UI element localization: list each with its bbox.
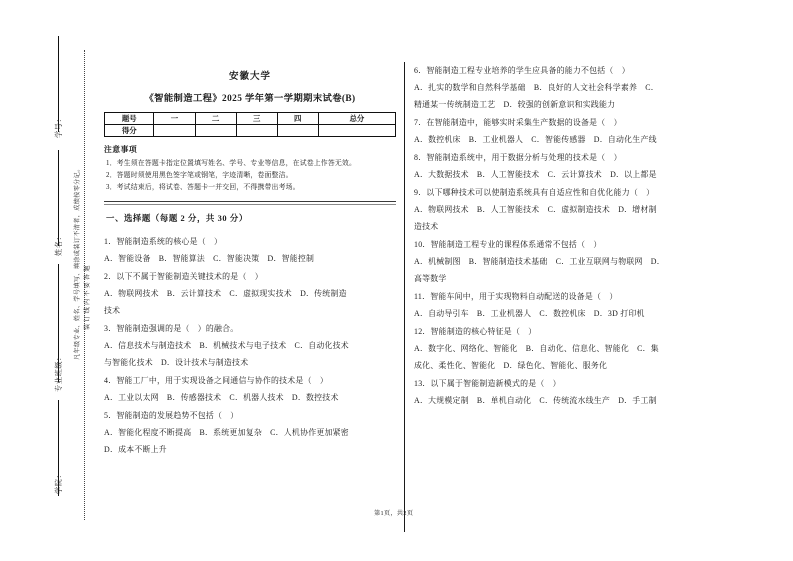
table-row — [105, 125, 396, 137]
margin-warning-text: 凡年级专业、姓名、学号填写、填涂或装订不清者，成绩按零分记。 — [74, 165, 81, 360]
question-stem: 5．智能制造的发展趋势不包括（ ） — [104, 411, 239, 420]
score-table-cell-blank[interactable] — [154, 125, 195, 137]
question-stem: 8．智能制造系统中，用于数据分析与处理的技术是（ ） — [414, 153, 622, 162]
score-table-cell-blank[interactable] — [318, 125, 395, 137]
question-options: D．成本不断上升 — [104, 445, 167, 454]
margin-label-xingming: 姓名： — [55, 232, 63, 256]
question-item — [104, 268, 396, 319]
right-column — [414, 62, 714, 410]
question-stem: 4．智能工厂中，用于实现设备之间通信与协作的技术是（ ） — [104, 376, 328, 385]
question-options: A．大数据技术 B．人工智能技术 C．云计算技术 D．以上都是 — [414, 170, 657, 179]
question-stem: 12．智能制造的核心特征是（ ） — [414, 327, 537, 336]
question-options: 精通某一传统制造工艺 D．较强的创新意识和实践能力 — [414, 100, 616, 109]
question-item — [104, 320, 396, 371]
score-table-cell-blank[interactable] — [195, 125, 236, 137]
question-options: A．物联网技术 B．云计算技术 C．虚拟现实技术 D．传统制造 — [104, 289, 347, 298]
question-options: A．扎实的数学和自然科学基础 B．良好的人文社会科学素养 C． — [414, 83, 659, 92]
margin-rule-2 — [58, 150, 59, 246]
question-options: A．物联网技术 B．人工智能技术 C．虚拟制造技术 D．增材制 — [414, 205, 657, 214]
question-options: A．大规模定制 B．单机自动化 C．传统流水线生产 D．手工制 — [414, 396, 657, 405]
question-item — [414, 236, 714, 287]
question-options: A．智能化程度不断提高 B．系统更加复杂 C．人机协作更加紧密 — [104, 428, 349, 437]
question-options: 成化、柔性化、智能化 D．绿色化、智能化、服务化 — [414, 361, 608, 370]
question-options: A．智能设备 B．智能算法 C．智能决策 D．智能控制 — [104, 254, 315, 263]
margin-label-xuehao: 学号： — [55, 114, 63, 138]
question-options: A．信息技术与制造技术 B．机械技术与电子技术 C．自动化技术 — [104, 341, 349, 350]
question-item — [414, 288, 714, 322]
question-stem: 9．以下哪种技术可以使制造系统具有自适应性和自优化能力（ ） — [414, 188, 655, 197]
question-stem: 7．在智能制造中，能够实时采集生产数据的设备是（ ） — [414, 118, 622, 127]
score-table-cell: 三 — [236, 113, 277, 125]
question-options: 技术 — [104, 306, 121, 315]
score-table-cell: 得分 — [105, 125, 154, 137]
question-item — [104, 233, 396, 267]
left-column — [104, 62, 396, 459]
margin-label-zhuanye: 专业班级： — [55, 353, 63, 392]
question-options: A．数控机床 B．工业机器人 C．智能传感器 D．自动化生产线 — [414, 135, 657, 144]
question-item — [414, 149, 714, 183]
notice-item: 3．考试结束后，将试卷、答题卡一并交回，不得携带出考场。 — [106, 184, 300, 191]
question-stem: 10．智能制造工程专业的课程体系通常不包括（ ） — [414, 240, 602, 249]
exam-title: 《智能制造工程》2025 学年第一学期期末试卷(B) — [144, 94, 356, 104]
question-options: A．机械制图 B．智能制造技术基础 C．工业互联网与物联网 D． — [414, 257, 665, 266]
section-separator — [104, 201, 396, 205]
notice-item: 2．答题时须使用黑色签字笔或钢笔，字迹清晰，卷面整洁。 — [106, 172, 293, 179]
question-options: 与智能化技术 D．设计技术与制造技术 — [104, 358, 249, 367]
binding-margin — [24, 30, 98, 530]
question-stem: 3．智能制造强调的是（ ）的融合。 — [104, 324, 239, 333]
score-table — [104, 112, 396, 137]
score-table-cell: 二 — [195, 113, 236, 125]
score-table-cell-blank[interactable] — [236, 125, 277, 137]
section-heading: 一、选择题（每题 2 分，共 30 分） — [106, 214, 248, 223]
question-item — [104, 407, 396, 458]
score-table-cell: 总分 — [318, 113, 395, 125]
question-stem: 11．智能车间中，用于实现物料自动配送的设备是（ ） — [414, 292, 618, 301]
school-name: 安徽大学 — [228, 72, 271, 82]
margin-label-xueyuan: 学院： — [55, 470, 63, 494]
table-row — [105, 113, 396, 125]
score-table-cell-blank[interactable] — [277, 125, 318, 137]
question-options: A．数字化、网络化、智能化 B．自动化、信息化、智能化 C．集 — [414, 344, 659, 353]
question-item — [414, 323, 714, 374]
page-footer: 第1页，共2页 — [374, 510, 414, 517]
question-options: 高等数学 — [414, 274, 447, 283]
score-table-cell: 四 — [277, 113, 318, 125]
question-stem: 2．以下不属于智能制造关键技术的是（ ） — [104, 272, 263, 281]
question-stem: 6．智能制造工程专业培养的学生应具备的能力不包括（ ） — [414, 66, 630, 75]
question-item — [104, 372, 396, 406]
notice-item: 1．考生须在答题卡指定位置填写姓名、学号、专业等信息，在试卷上作答无效。 — [106, 160, 357, 167]
question-stem: 13．以下属于智能制造新模式的是（ ） — [414, 379, 561, 388]
column-divider — [404, 62, 405, 532]
score-table-cell: 一 — [154, 113, 195, 125]
score-table-cell: 题号 — [105, 113, 154, 125]
question-item — [414, 375, 714, 409]
notice-title: 注意事项 — [104, 145, 138, 154]
question-options: A．工业以太网 B．传感器技术 C．机器人技术 D．数控技术 — [104, 393, 339, 402]
question-item — [414, 184, 714, 235]
question-stem: 1．智能制造系统的核心是（ ） — [104, 237, 223, 246]
question-item — [414, 114, 714, 148]
question-options: A．自动导引车 B．工业机器人 C．数控机床 D．3D 打印机 — [414, 309, 645, 318]
margin-seal-text: 装 订 线 内 不 要 答 题 — [84, 265, 91, 330]
question-options: 造技术 — [414, 222, 439, 231]
question-item — [414, 62, 714, 113]
